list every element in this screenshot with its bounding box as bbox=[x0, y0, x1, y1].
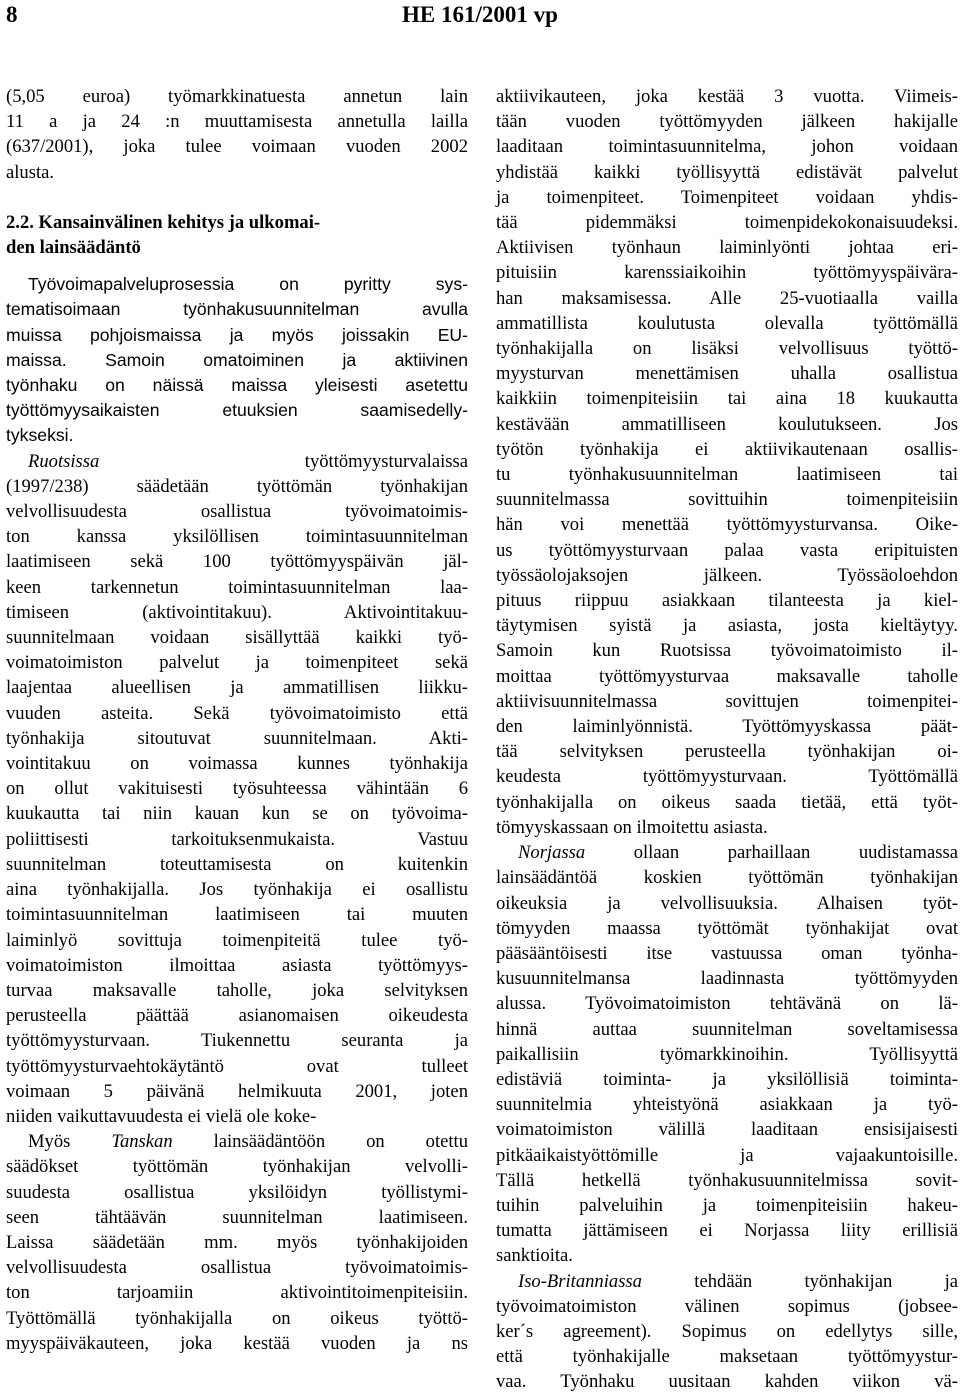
paragraph-denmark: Myös Tanskan lainsäädäntöön on otettu säädökset työttömän työnhakijan velvolli- suudesta osallistua yksilöidyn työllistymi- seen tähtäävän suunnitelman laatimiseen. Laissa säädetään mm. myös työnhakijoiden velvollisuudesta osallistua työvoimatoimis- ton tarjoamiin aktivointitoimenpiteisiin. Työttömällä työnhakijalla on oikeus työttö- myyspäiväkauteen, joka kestää vuoden ja ns bbox=[6, 1131, 468, 1354]
country-denmark: Tanskan bbox=[111, 1131, 173, 1153]
page-number: 8 bbox=[6, 2, 18, 27]
country-norway: Norjassa bbox=[518, 842, 586, 864]
paragraph-sweden: Ruotsissa työttömyysturvalaissa (1997/238) säädetään työttömän työnhakijan velvollisuudesta osallistua työvoimatoimis- ton kanssa yksilöllisen toimintasuunnitelman laatimiseen sekä 100 työttömyyspäivän jäl- keen tarkennetun toimintasuunnitelman laa- timiseen (aktivointitakuu). Aktivointitakuu- suunnitelmaan voidaan sisällyttää kaikki työ- voimatoimiston palvelut ja toimenpiteet sekä laajentaa alueellisen ja ammatillisen liikku- vuuden asteita. Sekä työvoimatoimisto että työnhakija sitoutuvat suunnitelmaan. Akti- vointitakuu on voimassa kunnes työnhakija on ollut vakituisesti työsuhteessa vähintään 6 kuukautta tai niin kauan kun se on työvoima- poliittisesti tarkoituksenmukaista. Vastuu suunnitelman toteuttamisesta on kuitenkin aina työnhakijalla. Jos työnhakija ei osallistu toimintasuunnitelman laatimiseen tai muuten laiminlyö sovittuja toimenpiteitä tulee työ- voimatoimiston ilmoittaa asiasta työttömyys- turvaa maksavalle taholle, joka selvityksen perusteella päättää asianomaisen oikeudesta työttömyysturvaan. Tiukennettu seuranta ja työttömyysturvaehtokäytäntö ovat tulleet voimaan 5 päivänä helmikuuta 2001, joten niiden vaikuttavuudesta ei vielä ole koke- bbox=[6, 450, 468, 1127]
right-column bbox=[496, 84, 958, 1395]
country-uk: Iso-Britanniassa bbox=[518, 1270, 642, 1292]
paragraph-intro: Työvoimapalveluprosessia on pyritty sys- tematisoimaan työnhakusuunnitelman avulla muissa pohjoismaissa ja myös joissakin EU- maissa. Samoin omatoiminen ja aktiivinen työnhaku on näissä maissa yleisesti asetettu työttömyysaikaisten etuuksien saamisedelly- tykseksi. bbox=[6, 274, 468, 446]
country-sweden: Ruotsissa bbox=[28, 450, 100, 472]
paragraph-denmark-continued: aktiivikauteen, joka kestää 3 vuotta. Viimeis- tään vuoden työttömyyden jälkeen hakijalle laaditaan toimintasuunnitelma, johon voidaan yhdistää kaikki työllisyyttä edistävät palvelut ja toimenpiteet. Toimenpiteet voidaan yhdis- tää pidemmäksi toimenpidekokonaisuudeksi. Aktiivisen työnhaun laiminlyönti johtaa eri- pituisiin karenssiaikoihin työttömyyspäivära- han maksamisessa. Alle 25-vuotiaalla vailla ammatillista koulutusta olevalla työttömällä työnhakijalla on lisäksi velvollisuus työttö- myysturvan menettämisen uhalla osallistua kaikkiin toimenpiteisiin tai aina 18 kuukautta kestävään ammatilliseen koulutukseen. Jos työtön työnhakija ei aktiivikautenaan osallis- tu työnhakusuunnitelman laatimiseen tai suunnitelmassa sovittuihin toimenpiteisiin hän voi menettää työttömyysturvansa. Oike- us työttömyysturvaan palaa vasta eripituisten työssäolojaksojen jälkeen. Työssäoloehdon pituus riippuu asiakkaan tilanteesta ja kiel- täytymisen syistä ja asiasta, josta kieltäytyy. Samoin kun Ruotsissa työvoimatoimisto il- moittaa työttömyysturvaa maksavalle taholle aktiivisuunnitelmassa sovittujen toimenpitei- den laiminlyönnistä. Työttömyyskassa päät- tää selvityksen perusteella työnhakijan oi- keudesta työttömyysturvaan. Työttömällä työnhakijalla on oikeus saada tietää, että työt- tömyyskassaan on ilmoitettu asiasta. bbox=[496, 86, 958, 838]
left-column bbox=[6, 84, 468, 1356]
document-id: HE 161/2001 vp bbox=[402, 2, 558, 27]
paragraph-uk: Iso-Britanniassa tehdään työnhakijan ja työvoimatoimiston välinen sopimus (jobsee- ker´s agreement). Sopimus on edellytys sille, että työnhakijalle maksetaan työttömyystur- vaa. Työnhaku uusitaan kahden viikon vä- bbox=[496, 1270, 958, 1393]
paragraph-lead: (5,05 euroa) työmarkkinatuesta annetun lain 11 a ja 24 :n muuttamisesta annetulla lailla (637/2001), joka tulee voimaan vuoden 2002 alusta. bbox=[6, 86, 468, 183]
paragraph-norway: Norjassa ollaan parhaillaan uudistamassa lainsäädäntöä koskien työttömän työnhakijan oikeuksia ja velvollisuuksia. Alhaisen työt- tömyyden maassa työttömät työnhakijat ovat pääsääntöisesti itse vastuussa oman työnha- kusuunnitelmansa laadinnasta työttömyyden alussa. Työvoimatoimiston tehtävänä on lä- hinnä auttaa suunnitelman soveltamisessa paikallisiin työmarkkinoihin. Työllisyyttä edistäviä toiminta- ja yksilöllisiä toiminta- suunnitelmia yhteistyönä asiakkaan ja työ- voimatoimiston välillä laaditaan ensisijaisesti pitkäaikaistyöttömille ja vajaakuntoisille. Tällä hetkellä työnhakusuunnitelmissa sovit- tuihin palveluihin ja toimenpiteisiin hakeu- tumatta jättämiseen ei Norjassa liity erillisiä sanktioita. bbox=[496, 842, 958, 1267]
page-header bbox=[0, 0, 960, 40]
section-heading: 2.2. Kansainvälinen kehitys ja ulkomai- den lainsäädäntö bbox=[6, 211, 321, 259]
